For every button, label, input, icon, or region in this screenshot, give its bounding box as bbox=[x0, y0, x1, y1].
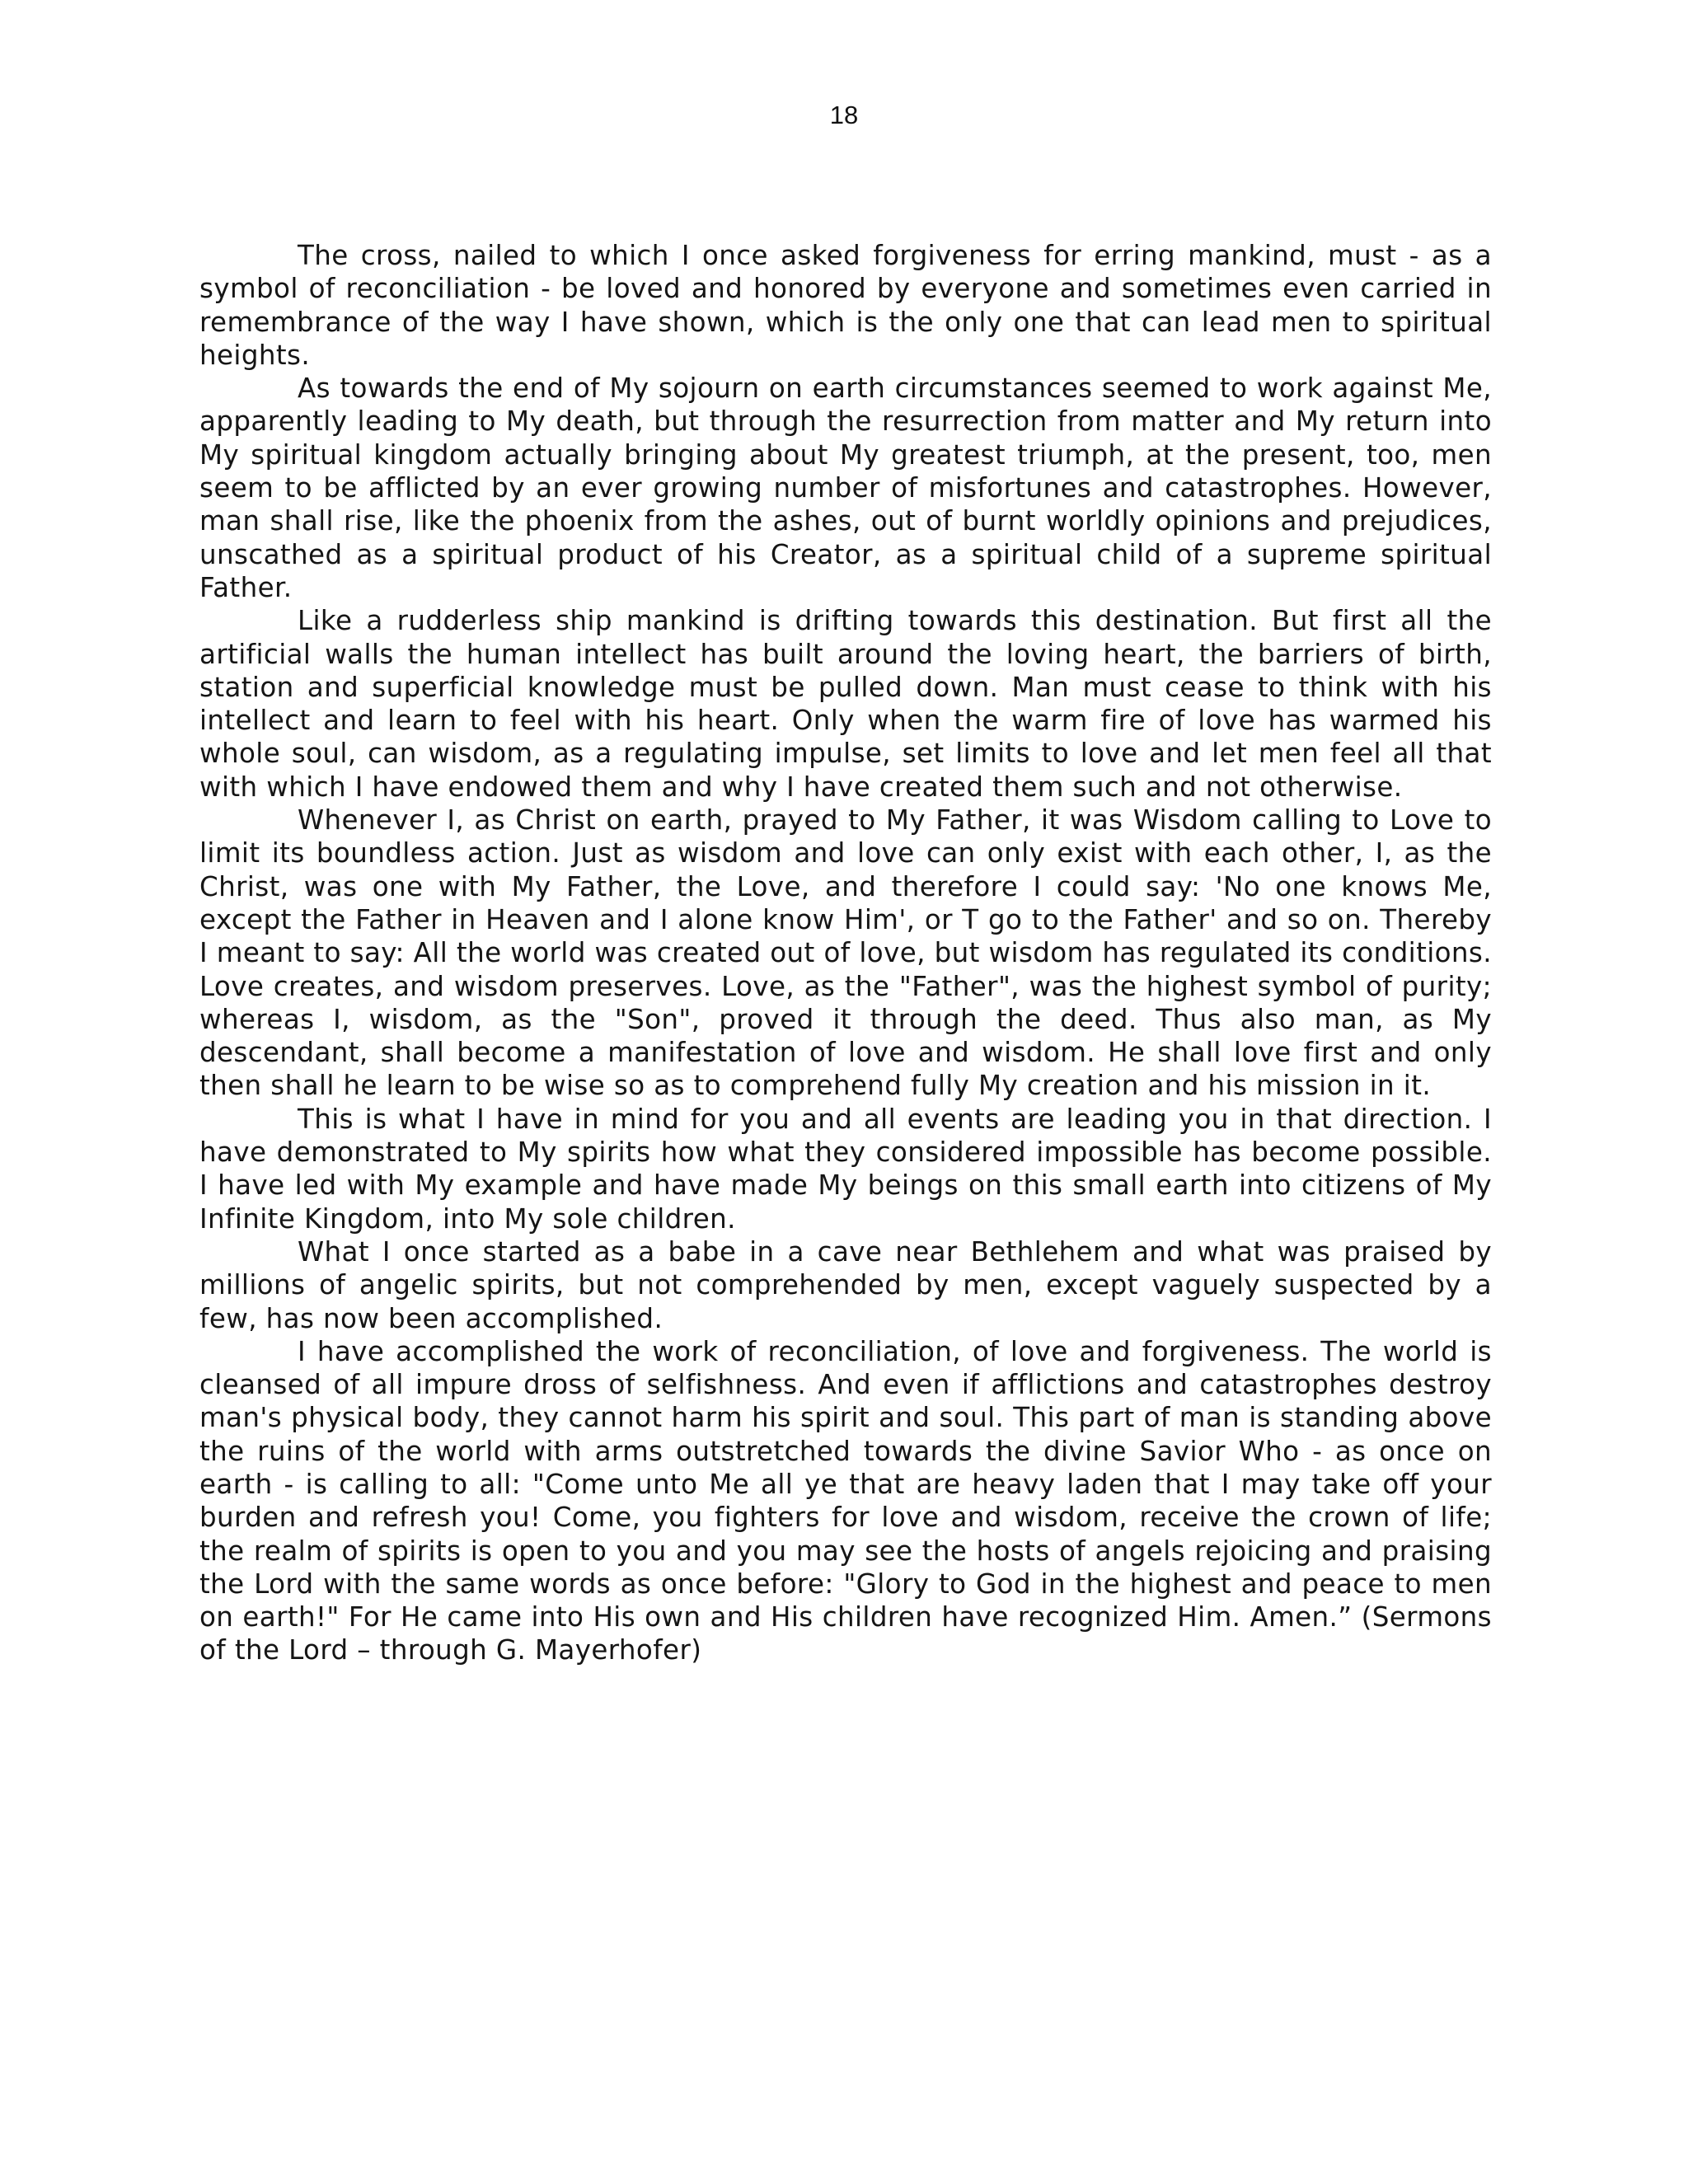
paragraph-3: Like a rudderless ship mankind is drifting towards this destination. But first all the artificial walls the human intellect has built around the loving heart, the barriers of birth, station and superficial knowledge must be pulled down. Man must cease to think with his intellect and learn to feel with his heart. Only when the warm fire of love has warmed his whole soul, can wisdom, as a regulating impulse, set limits to love and let men feel all that with which I have endowed them and why I have created them such and not otherwise. bbox=[199, 605, 1492, 803]
body-text bbox=[199, 239, 1492, 1667]
paragraph-4: Whenever I, as Christ on earth, prayed to My Father, it was Wisdom calling to Love to limit its boundless action. Just as wisdom and love can only exist with each other, I, as the Christ, was one with My Father, the Love, and therefore I could say: 'No one knows Me, except the Father in Heaven and I alone know Him', or T go to the Father' and so on. Thereby I meant to say: All the world was created out of love, but wisdom has regulated its conditions. Love creates, and wisdom preserves. Love, as the "Father", was the highest symbol of purity; whereas I, wisdom, as the "Son", proved it through the deed. Thus also man, as My descendant, shall become a manifestation of love and wisdom. He shall love first and only then shall he learn to be wise so as to comprehend fully My creation and his mission in it. bbox=[199, 804, 1492, 1102]
paragraph-7: I have accomplished the work of reconciliation, of love and forgiveness. The world is cleansed of all impure dross of selfishness. And even if afflictions and catastrophes destroy man's physical body, they cannot harm his spirit and soul. This part of man is standing above the ruins of the world with arms outstretched towards the divine Savior Who - as once on earth - is calling to all: "Come unto Me all ye that are heavy laden that I may take off your burden and refresh you! Come, you fighters for love and wisdom, receive the crown of life; the realm of spirits is open to you and you may see the hosts of angels rejoicing and praising the Lord with the same words as once before: "Glory to God in the highest and peace to men on earth!" For He came into His own and His children have recognized Him. Amen.” (Sermons of the Lord – through G. Mayerhofer) bbox=[199, 1335, 1492, 1666]
paragraph-1: The cross, nailed to which I once asked forgiveness for erring mankind, must - as a symbol of reconciliation - be loved and honored by everyone and sometimes even carried in remembrance of the way I have shown, which is the only one that can lead men to spiritual heights. bbox=[199, 240, 1492, 371]
page-number: 18 bbox=[829, 101, 859, 129]
paragraph-2: As towards the end of My sojourn on earth circumstances seemed to work against Me, apparently leading to My death, but through the resurrection from matter and My return into My spiritual kingdom actually bringing about My greatest triumph, at the present, too, men seem to be afflicted by an ever growing number of misfortunes and catastrophes. However, man shall rise, like the phoenix from the ashes, out of burnt worldly opinions and prejudices, unscathed as a spiritual product of his Creator, as a spiritual child of a supreme spiritual Father. bbox=[199, 373, 1492, 603]
paragraph-5: This is what I have in mind for you and all events are leading you in that direction. I have demonstrated to My spirits how what they considered impossible has become possible. I have led with My example and have made My beings on this small earth into citizens of My Infinite Kingdom, into My sole children. bbox=[199, 1103, 1492, 1235]
paragraph-6: What I once started as a babe in a cave near Bethlehem and what was praised by millions of angelic spirits, but not comprehended by men, except vaguely suspected by a few, has now been accomplished. bbox=[199, 1235, 1492, 1334]
